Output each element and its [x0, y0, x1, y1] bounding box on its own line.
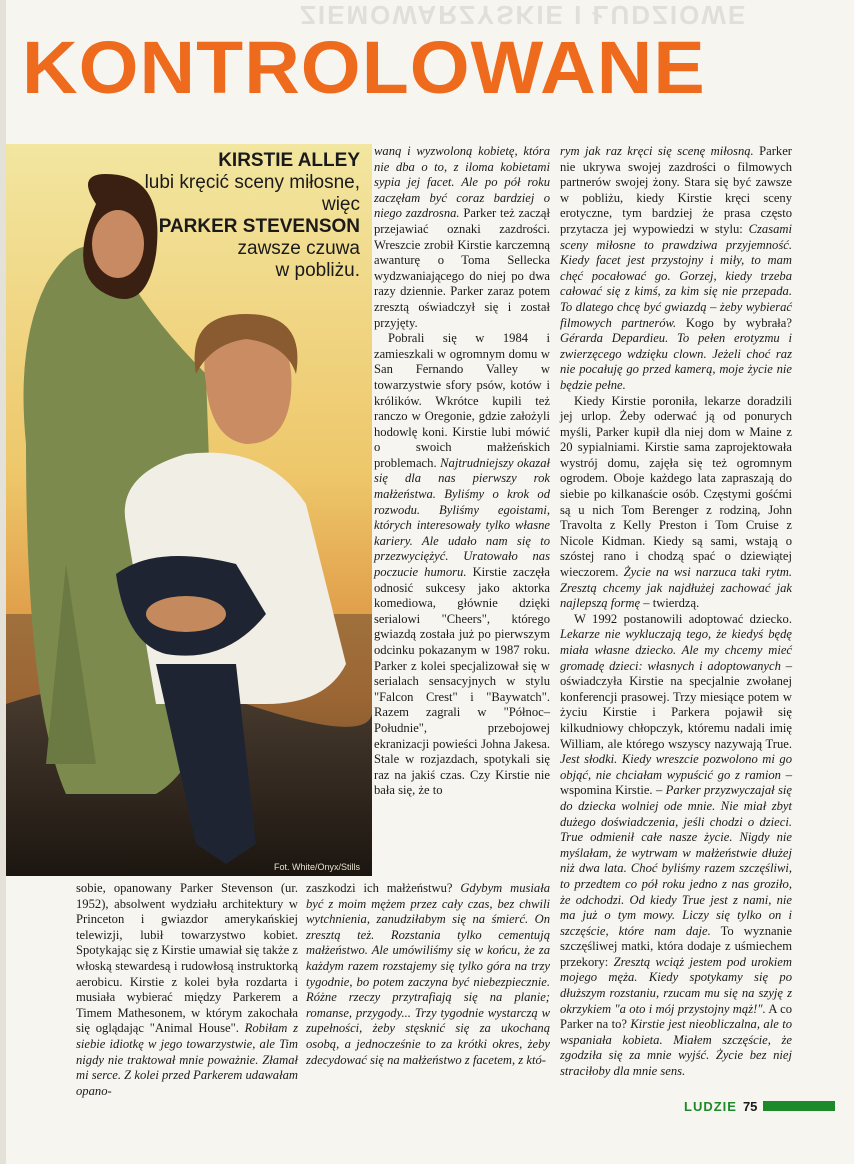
quote: Parker przyzwyczajał się do dziecka wolniej ode mnie. Nie miał zbyt dużego doświadczenia, jeśli chodzi o dzieci. True odmienił całe nasze życie. Nigdy nie myślałam, że wytrwam w małżeństwie dłużej niż dwa lata. Choć byliśmy razem szczęśliwi, to przedtem co pół roku jedno z nas groziło, że odchodzi. Od kiedy True jest z nami, nie ma już o tym mowy. Liczy się tylko on i szczęście, które nam daje. — [560, 783, 792, 938]
caption-line: zawsze czuwa — [237, 238, 360, 259]
quote: Jest słodki. Kiedy wreszcie pozwolono mi go objąć, nie chciałam wypuścić go z ramion — [560, 752, 792, 782]
quote: wanq i wyzwoloną kobietę, która nie dba o to, z iloma kobietami sypia jej facet. Ale po pół roku zaczęłam być coraz bardziej o niego zazdrosna. — [374, 144, 550, 221]
text: A co Parker na to? — [560, 1001, 792, 1032]
quote: Kirstie jest nieobliczalna, ale to wspaniała kobieta. Miałem szczęście, że zgodziła się za mnie wyjść. Życie bez niej straciłoby dla mnie sens. — [560, 1017, 793, 1079]
footer-green-bar — [763, 1101, 835, 1111]
caption-kirstie-name: KIRSTIE ALLEY — [218, 150, 360, 171]
text: Kogo by wybrała? — [685, 315, 792, 330]
paragraph — [374, 144, 550, 331]
quote: Gdybym musiała być z moim mężem przez cały czas, bez chwili wytchnienia, zanudziłabym się na śmierć. On zresztą też. Rozstania tylko cementują małżeństwo. Ale umówiliśmy się w końcu, że za każdym razem rozstajemy się tylko góra na trzy tygodnie, bo potem zaczyna być niebezpiecznie. Różne rzeczy przytrafiają się na planie; romanse, przygody... Trzy tygodnie wystarczą w zupełności, żeby stęsknić się za ukochaną osobą, a jednocześnie to za krótki okres, żeby zdecydować się na małżeństwo z facetem, z któ- — [306, 881, 550, 1067]
magazine-name: LUDZIE — [684, 1098, 737, 1114]
text: – oświadczyła Kirstie na specjalnie zwołanej konferencji prasowej. Trzy miesiące potem w życiu Kirstie i Parkera pojawił się kilkudniowy chłopczyk, któremu nadali imię William, ale którego wszyscy nazywają True. — [560, 658, 792, 751]
paragraph — [76, 881, 298, 1099]
text: Kirstie zaczęła odnosić sukcesy jako aktorka komediowa, głównie dzięki serialowi "Cheers", którego gwiazdą została już po pierwszym odcinku pokazanym w 1987 roku. Parker z kolei specjalizował się w serialach sensacyjnych w stylu "Falcon Crest" i "Baywatch". Razem zagrali w "Północ–Południe", przebojowej ekranizacji powieści Johna Jakesa. Stale w rozjazdach, spotykali się raz na jakiś czas. Czy Kirstie nie bała się, że to — [374, 565, 550, 798]
quote: Życie na wsi narzuca taki rytm. Zresztą chcemy jak najdłużej zachować jak najlepszą formę — [560, 565, 793, 611]
text: zaszkodzi ich małżeństwu? — [306, 881, 453, 895]
article-column-2-bottom — [306, 881, 550, 1068]
quote: Gérarda Depardieu. To pełen erotyzmu i zwierzęcego wdzięku clown. Jeżeli choć raz nie pocałuję go przed kamerą, moje życie nie będzie pełne. — [560, 331, 792, 392]
quote: Robiłam z siebie idiotkę w jego towarzystwie, ale Tim nigdy nie traktował mnie poważnie. Złamał mi serce. Z kolei przed Parkerem udawałam opano- — [76, 1021, 298, 1098]
quote: Najtrudniejszy okazał się dla nas pierwszy rok małżeństwa. Byliśmy o krok od rozwodu. Byliśmy egoistami, których interesowały tylko własne kariery. Ale udało nam się to przezwyciężyć. Uratowało nas poczucie humoru. — [374, 455, 550, 580]
caption-line: więc — [321, 194, 360, 215]
photo-credit: Fot. White/Onyx/Stills — [273, 862, 360, 872]
headline: KONTROLOWANE — [22, 26, 706, 109]
quote: rym jak raz kręci się scenę miłosną. — [560, 144, 754, 158]
text: Parker też zaczął przejawiać oznaki zazdrości. Wreszcie zrobił Kirstie karczemną awanturę o Toma Sellecka wydzwaniającego do niej po dwa razy dziennie. Parker zaraz potem zresztą oświadczył się i został przyjęty. — [374, 206, 550, 330]
caption-parker-name: PARKER STEVENSON — [158, 216, 360, 237]
photo-caption — [100, 150, 360, 282]
quote: Czasami sceny miłosne to prawdziwa przyjemność. Kiedy facet jest przystojny i miły, to mam chęć pocałować go. Gorzej, kiedy trzeba całować się z kimś, za kim się nie przepada. To dlatego chcę być gwiazdą – żeby wybierać filmowych partnerów. — [560, 221, 792, 330]
text: – wspomina Kirstie. – — [560, 767, 792, 798]
quote: Lekarze nie wykluczają tego, że kiedyś będę miała własne dziecko. Ale my chcemy mieć gromadę dzieci: własnych i adoptowanych — [560, 627, 792, 673]
paragraph — [560, 394, 792, 612]
paragraph — [306, 881, 550, 1068]
caption-line: lubi kręcić sceny miłosne, — [144, 172, 360, 193]
article-column-1-bottom — [76, 881, 298, 1099]
paragraph — [560, 612, 792, 1080]
text: Parker nie ukrywa swojej zazdrości o filmowych partnerów swojej żony. Stara się być zawsze w pobliżu, kiedy Kirstie kręci sceny erotyczne, tym bardziej że prasa często przytacza jej wypowiedzi w stylu: — [560, 144, 792, 236]
paragraph — [560, 144, 792, 394]
bleed-through-text: ZIEMOWARZYSKIE I ŁUDZIOWE — [300, 0, 748, 30]
caption-line: w pobliżu. — [275, 260, 360, 281]
page-footer — [684, 1097, 835, 1115]
page-number: 75 — [742, 1098, 758, 1114]
quote: Zresztą wciąż jestem pod urokiem mojego męża. Kiedy spotykamy się po dłuższym rozstaniu, rzucam mu się na szyję z okrzykiem "a oto i mój przystojny mąż!". — [560, 954, 792, 1016]
text: Kiedy Kirstie poroniła, lekarze doradzili jej urlop. Żeby oderwać ją od ponurych myśli, Parker kupił dla niej dom w Maine z 20 sypialniami. Kirstie sama zaprojektowała wystrój domu, zajęła się też ogromnym ogrodem. Oboje każdego lata zapraszają do siebie po kilkanaście osób. Częstymi gośćmi są u nich Tom Berenger z rodziną, John Travolta z Kelly Preston i Tom Cruise z Nicole Kidman. Kiedy są sami, wstają o szóstej rano i chodzą spać o dziewiątej wieczorem. — [560, 393, 792, 580]
article-column-2 — [374, 144, 550, 799]
text: To wyznanie szczęśliwej matki, która dodaje z uśmiechem przekory: — [560, 923, 793, 969]
text: – twierdzą. — [643, 596, 700, 611]
article-column-3 — [560, 144, 792, 1080]
article-photo — [6, 144, 372, 876]
text: Pobrali się w 1984 i zamieszkali w ogromnym domu w San Fernando Valley w towarzystwie sfory psów, kotów i królików. Wkrótce kupili też ranczo w Oregonie, gdzie założyli hodowlę koni. Kirstie lubi mówić o swoich małżeńskich problemach. — [374, 331, 550, 470]
text: W 1992 postanowili adoptować dziecko. — [574, 611, 792, 626]
text: sobie, opanowany Parker Stevenson (ur. 1952), absolwent wydziału architektury w Princeton i gwiazdor amerykańskiej telewizji, lubił towarzystwo kobiet. Spotykając się z Kirstie umawiał się także z włoską stewardesą i rudowłosą instruktorką aerobicu. Kirstie z kolei była rozdarta i musiała wybierać między Parkerem a Timem Mathesonem, w którym zakochała się oglądając "Animal House". — [76, 881, 298, 1036]
paragraph — [374, 331, 550, 799]
